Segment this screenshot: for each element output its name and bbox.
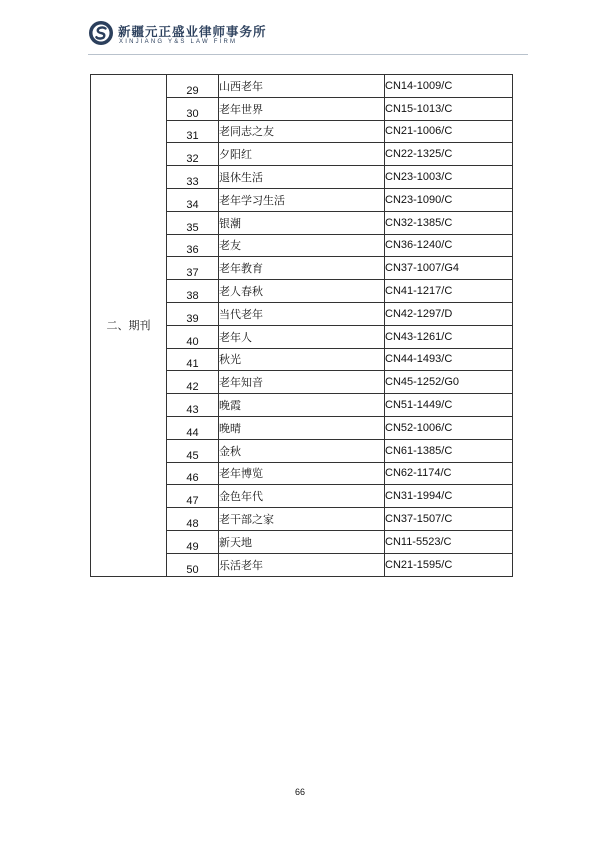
row-number: 37 bbox=[167, 257, 219, 280]
periodical-code: CN21-1595/C bbox=[385, 553, 513, 576]
periodical-code: CN52-1006/C bbox=[385, 416, 513, 439]
row-number: 45 bbox=[167, 439, 219, 462]
periodical-name: 老干部之家 bbox=[219, 508, 385, 531]
row-number: 43 bbox=[167, 394, 219, 417]
row-number: 35 bbox=[167, 211, 219, 234]
row-number: 46 bbox=[167, 462, 219, 485]
periodical-code: CN14-1009/C bbox=[385, 75, 513, 98]
row-number: 44 bbox=[167, 416, 219, 439]
periodical-code: CN41-1217/C bbox=[385, 280, 513, 303]
firm-logo-icon bbox=[88, 20, 114, 46]
periodical-name: 老年人 bbox=[219, 325, 385, 348]
row-number: 48 bbox=[167, 508, 219, 531]
page-number: 66 bbox=[294, 787, 305, 797]
row-number: 42 bbox=[167, 371, 219, 394]
periodical-name: 老年世界 bbox=[219, 97, 385, 120]
row-number: 33 bbox=[167, 166, 219, 189]
periodical-code: CN31-1994/C bbox=[385, 485, 513, 508]
periodical-name: 老年学习生活 bbox=[219, 188, 385, 211]
periodical-code: CN21-1006/C bbox=[385, 120, 513, 143]
row-number: 36 bbox=[167, 234, 219, 257]
row-number: 29 bbox=[167, 75, 219, 98]
periodical-code: CN36-1240/C bbox=[385, 234, 513, 257]
row-number: 34 bbox=[167, 188, 219, 211]
periodical-code: CN23-1090/C bbox=[385, 188, 513, 211]
periodical-code: CN42-1297/D bbox=[385, 302, 513, 325]
periodical-code: CN11-5523/C bbox=[385, 530, 513, 553]
row-number: 30 bbox=[167, 97, 219, 120]
periodical-code: CN15-1013/C bbox=[385, 97, 513, 120]
periodical-code: CN61-1385/C bbox=[385, 439, 513, 462]
periodical-name: 老人春秋 bbox=[219, 280, 385, 303]
table-row bbox=[91, 75, 513, 98]
periodical-name: 银潮 bbox=[219, 211, 385, 234]
periodical-name: 晚晴 bbox=[219, 416, 385, 439]
header-divider bbox=[88, 54, 528, 55]
periodical-name: 老同志之友 bbox=[219, 120, 385, 143]
periodical-name: 老年教育 bbox=[219, 257, 385, 280]
periodical-code: CN32-1385/C bbox=[385, 211, 513, 234]
periodical-code: CN43-1261/C bbox=[385, 325, 513, 348]
page-header bbox=[88, 18, 528, 54]
periodical-code: CN51-1449/C bbox=[385, 394, 513, 417]
periodical-table bbox=[90, 74, 513, 577]
periodical-code: CN62-1174/C bbox=[385, 462, 513, 485]
row-number: 49 bbox=[167, 530, 219, 553]
periodical-name: 秋光 bbox=[219, 348, 385, 371]
row-number: 41 bbox=[167, 348, 219, 371]
row-number: 38 bbox=[167, 280, 219, 303]
row-number: 40 bbox=[167, 325, 219, 348]
periodical-name: 老年知音 bbox=[219, 371, 385, 394]
periodical-code: CN37-1507/C bbox=[385, 508, 513, 531]
firm-name-cn: 新疆元正盛业律师事务所 bbox=[118, 25, 267, 39]
periodical-name: 夕阳红 bbox=[219, 143, 385, 166]
row-number: 47 bbox=[167, 485, 219, 508]
periodical-code: CN44-1493/C bbox=[385, 348, 513, 371]
periodical-name: 新天地 bbox=[219, 530, 385, 553]
category-cell: 二、期刊 bbox=[91, 75, 167, 577]
firm-name-en: XINJIANG Y&S LAW FIRM bbox=[119, 39, 238, 45]
periodical-code: CN23-1003/C bbox=[385, 166, 513, 189]
periodical-name: 金秋 bbox=[219, 439, 385, 462]
periodical-name: 晚霞 bbox=[219, 394, 385, 417]
table-body bbox=[91, 75, 513, 577]
periodical-name: 老友 bbox=[219, 234, 385, 257]
periodical-code: CN22-1325/C bbox=[385, 143, 513, 166]
periodical-name: 退休生活 bbox=[219, 166, 385, 189]
row-number: 50 bbox=[167, 553, 219, 576]
periodical-name: 金色年代 bbox=[219, 485, 385, 508]
periodical-name: 当代老年 bbox=[219, 302, 385, 325]
periodical-name: 老年博览 bbox=[219, 462, 385, 485]
periodical-code: CN37-1007/G4 bbox=[385, 257, 513, 280]
row-number: 39 bbox=[167, 302, 219, 325]
periodical-name: 乐活老年 bbox=[219, 553, 385, 576]
periodical-name: 山西老年 bbox=[219, 75, 385, 98]
row-number: 32 bbox=[167, 143, 219, 166]
row-number: 31 bbox=[167, 120, 219, 143]
periodical-code: CN45-1252/G0 bbox=[385, 371, 513, 394]
